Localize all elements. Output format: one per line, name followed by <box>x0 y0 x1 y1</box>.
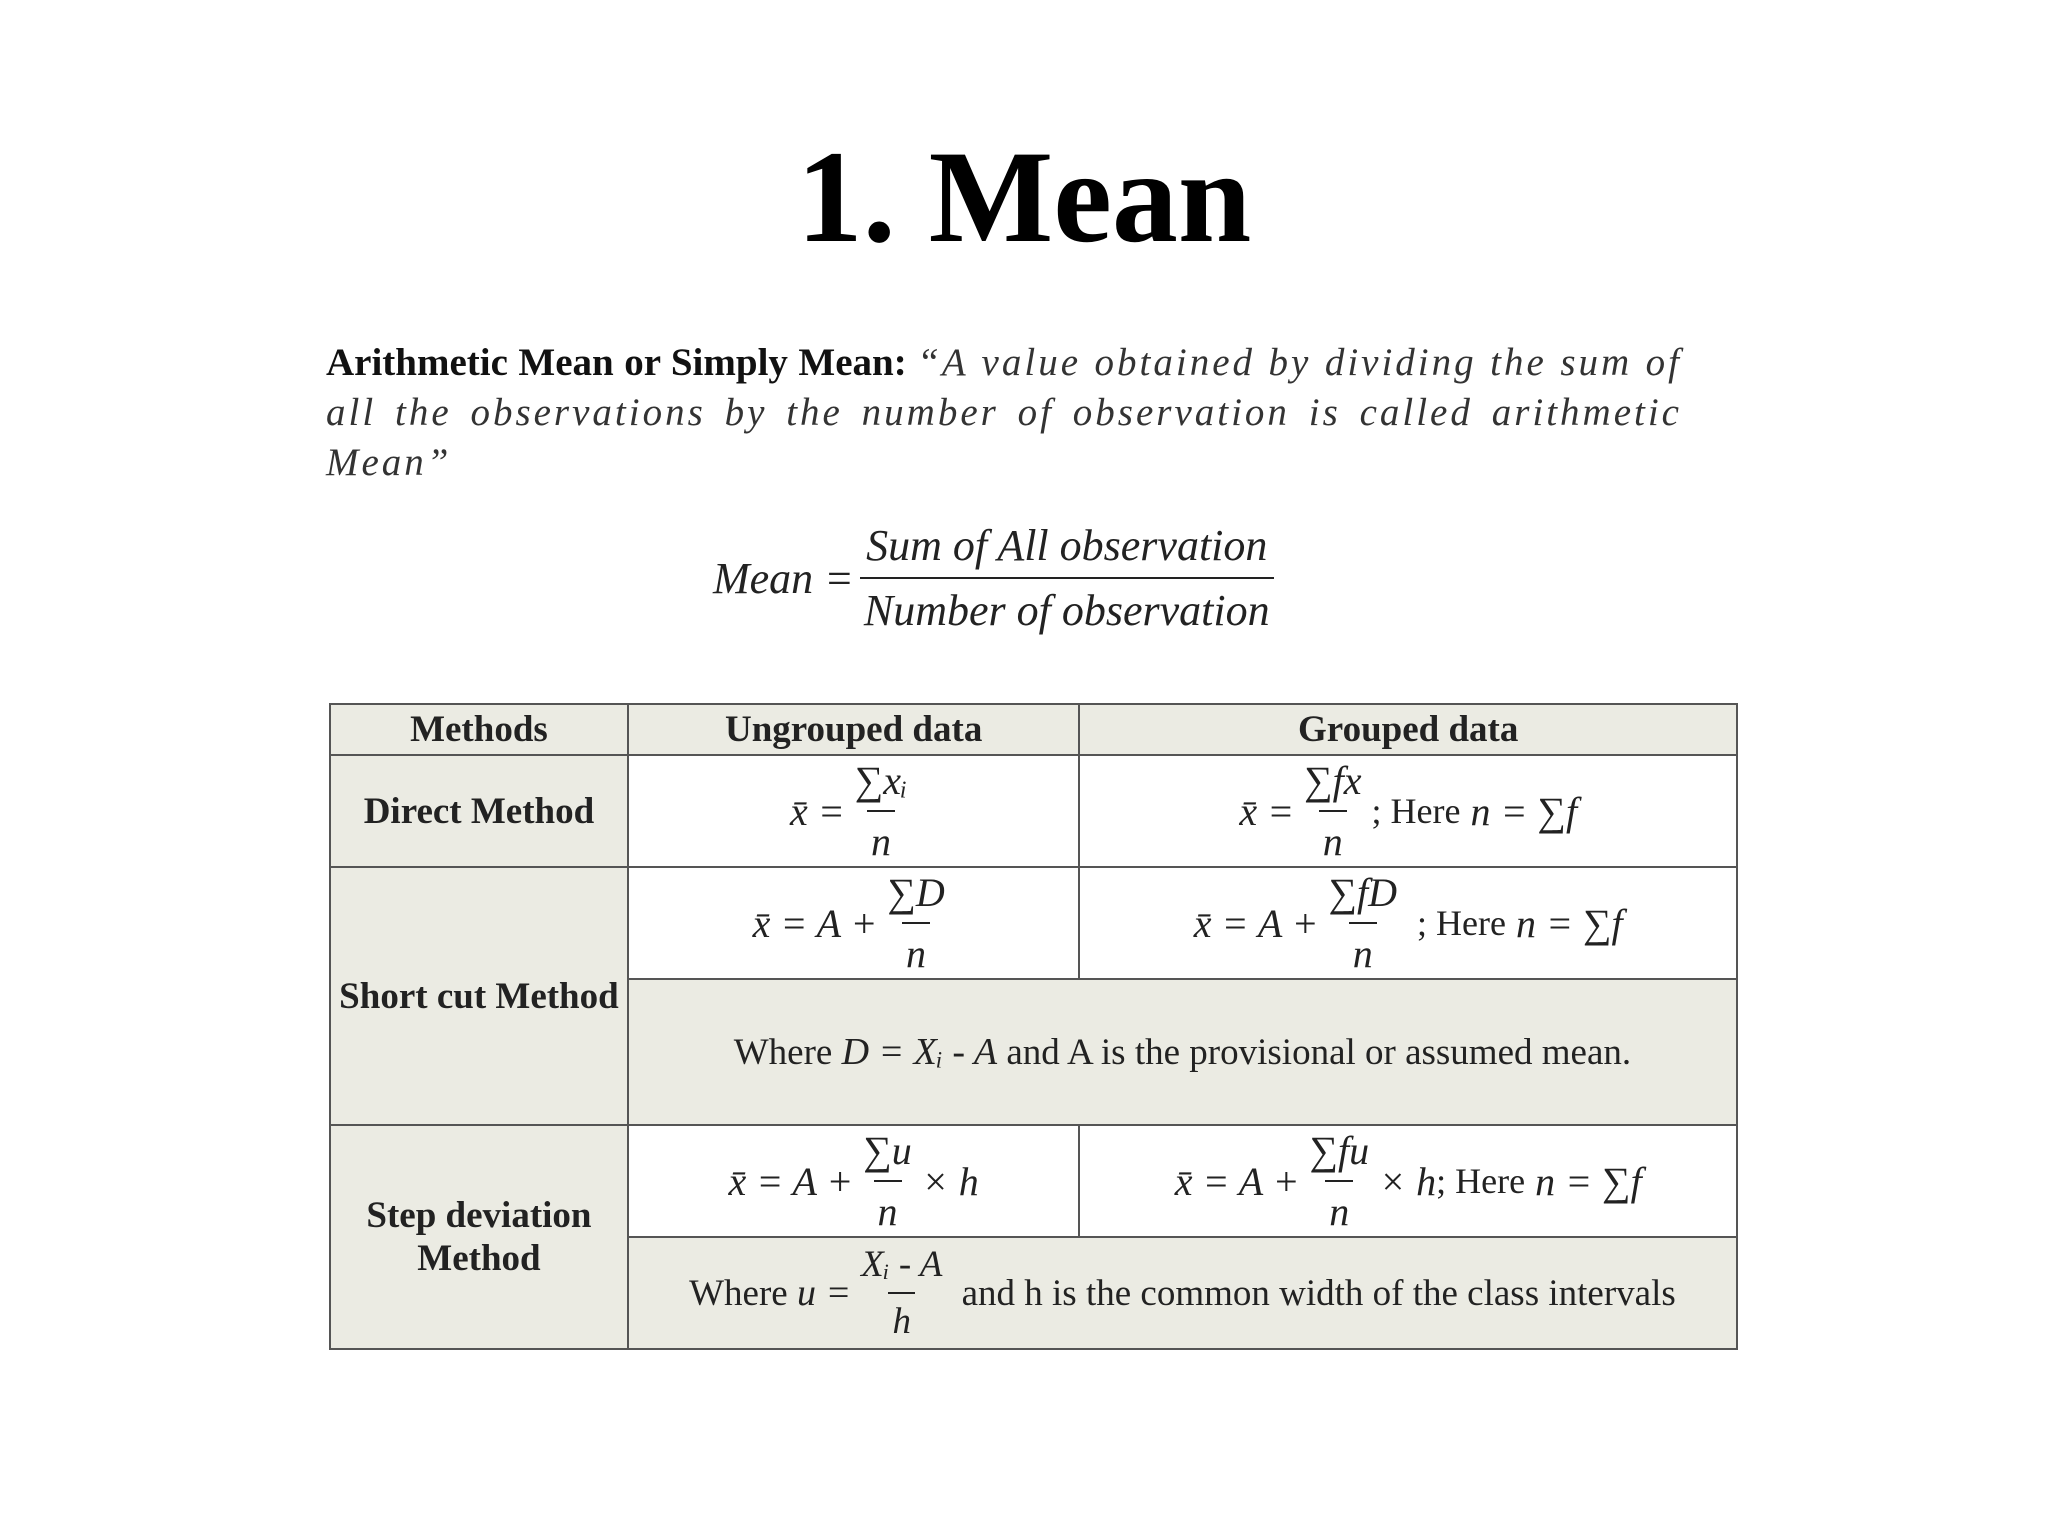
step-grouped-tail: × h <box>1379 1158 1437 1204</box>
table-row-step-formula <box>330 1125 1737 1237</box>
method-direct: Direct Method <box>330 755 628 867</box>
step-note-var: u = <box>796 1272 852 1314</box>
shortcut-grouped-lhs: x̄ = A + <box>1193 900 1319 946</box>
step-ungrouped-den: n <box>874 1180 902 1235</box>
slide-title: 1. Mean <box>796 123 1252 270</box>
shortcut-note-post: and A is the provisional or assumed mean. <box>1006 1032 1632 1073</box>
mean-formula <box>713 516 1280 640</box>
table-row-shortcut-formula <box>330 867 1737 979</box>
shortcut-note <box>628 979 1737 1125</box>
mean-formula-lhs: Mean = <box>713 553 854 603</box>
mean-formula-fraction <box>860 520 1274 636</box>
step-note-den: h <box>888 1292 915 1343</box>
step-grouped-den: n <box>1325 1180 1353 1235</box>
shortcut-grouped-den: n <box>1349 922 1377 977</box>
method-step: Step deviation Method <box>330 1125 628 1349</box>
mean-formula-denominator: Number of observation <box>860 577 1274 636</box>
step-ungrouped-formula <box>628 1125 1080 1237</box>
header-ungrouped: Ungrouped data <box>628 704 1080 755</box>
definition-label: Arithmetic Mean or Simply Mean: <box>326 341 907 384</box>
direct-grouped-here: ; Here <box>1371 791 1461 831</box>
direct-grouped-formula <box>1079 755 1737 867</box>
step-note-num: Xᵢ - A <box>861 1244 943 1285</box>
step-ungrouped-num: ∑u <box>863 1128 912 1173</box>
step-grouped-cond: n = ∑f <box>1535 1158 1642 1204</box>
shortcut-note-pre: Where <box>733 1032 833 1073</box>
shortcut-grouped-cond: n = ∑f <box>1516 900 1623 946</box>
direct-ungrouped-num: ∑xᵢ <box>854 758 908 803</box>
table-header-row <box>330 704 1737 755</box>
direct-grouped-cond: n = ∑f <box>1470 788 1578 834</box>
mean-formula-numerator: Sum of All observation <box>866 521 1268 570</box>
step-ungrouped-lhs: x̄ = A + <box>728 1158 854 1204</box>
definition-quote: “A value obtained by dividing the sum of all the observations by the number of observation is called arithmetic Mean” <box>326 341 1683 484</box>
method-shortcut: Short cut Method <box>330 867 628 1125</box>
table-row-direct <box>330 755 1737 867</box>
step-ungrouped-tail: × h <box>921 1158 979 1204</box>
shortcut-ungrouped-den: n <box>902 922 930 977</box>
step-grouped-formula <box>1079 1125 1737 1237</box>
step-note-pre: Where <box>689 1272 788 1314</box>
step-note-post: and h is the common width of the class intervals <box>961 1272 1676 1314</box>
header-methods: Methods <box>330 704 628 755</box>
step-grouped-here: ; Here <box>1436 1161 1526 1201</box>
step-note <box>628 1237 1737 1349</box>
shortcut-grouped-formula <box>1079 867 1737 979</box>
direct-ungrouped-den: n <box>867 810 895 865</box>
direct-grouped-lhs: x̄ = <box>1239 788 1295 834</box>
step-grouped-lhs: x̄ = A + <box>1174 1158 1300 1204</box>
direct-ungrouped-formula <box>628 755 1080 867</box>
header-grouped: Grouped data <box>1079 704 1737 755</box>
step-grouped-num: ∑fu <box>1309 1128 1370 1173</box>
direct-grouped-num: ∑fx <box>1304 758 1362 803</box>
definition-paragraph <box>326 338 1682 488</box>
shortcut-ungrouped-num: ∑D <box>887 870 945 915</box>
direct-ungrouped-lhs: x̄ = <box>789 788 845 834</box>
shortcut-ungrouped-lhs: x̄ = A + <box>752 900 878 946</box>
direct-grouped-den: n <box>1319 810 1347 865</box>
shortcut-ungrouped-formula <box>628 867 1080 979</box>
methods-table <box>329 703 1738 1350</box>
shortcut-grouped-here: ; Here <box>1417 903 1506 943</box>
shortcut-note-eq: D = Xᵢ - A <box>841 1031 998 1073</box>
shortcut-grouped-num: ∑fD <box>1328 870 1398 915</box>
